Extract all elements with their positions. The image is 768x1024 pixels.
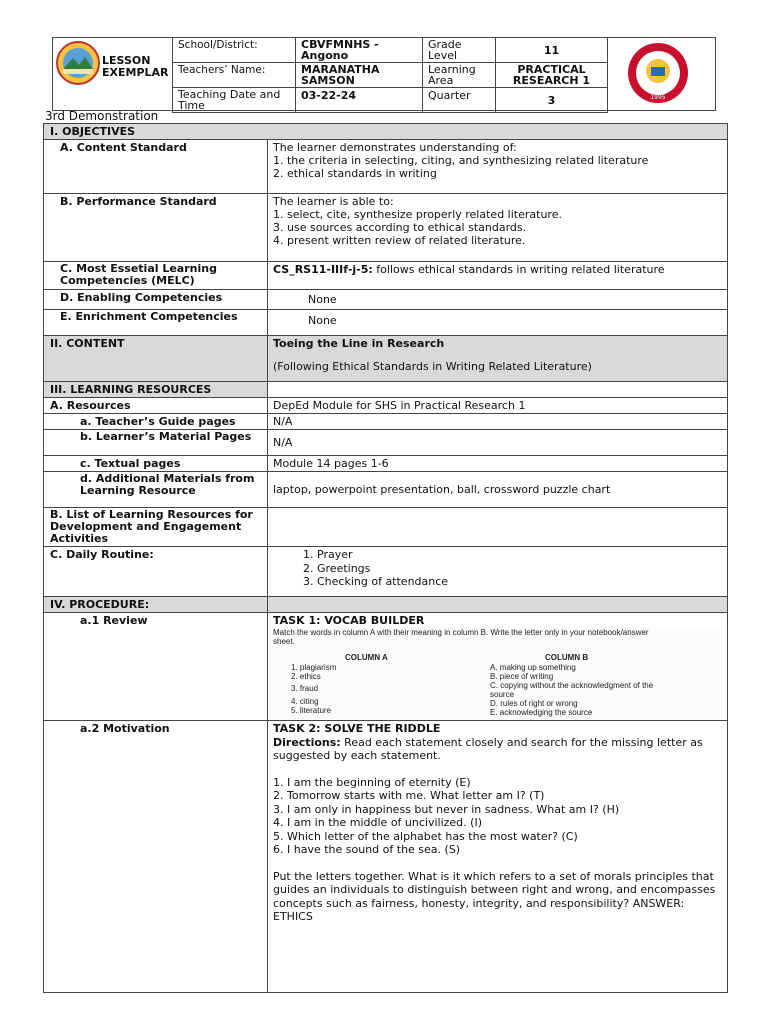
vocab-builder-image [273,627,722,719]
column-b-item: C. copying without the acknowledgment of the source [490,681,654,699]
column-b-heading: COLUMN B [545,653,589,662]
learner-material-row [44,430,728,456]
additional-label: d. Additional Materials from Learning Resource [44,472,268,508]
enrichment-value: None [268,310,728,336]
column-b-item: B. piece of writing [490,672,554,681]
grade-value: 11 [496,38,608,63]
quarter-value: 3 [496,88,608,113]
melc-row [44,262,728,290]
performance-standard-label: B. Performance Standard [44,194,268,262]
content-standard-intro: The learner demonstrates understanding of: [273,141,517,154]
performance-standard-item: 1. select, cite, synthesize properly related literature. [273,208,562,221]
resources-a-value: DepEd Module for SHS in Practical Research 1 [268,398,728,414]
performance-standard-row [44,194,728,262]
routine-item: 2. Greetings [317,562,722,576]
column-a-heading: COLUMN A [345,653,388,662]
learner-material-label: b. Learner’s Material Pages [44,430,268,456]
additional-row [44,472,728,508]
task2-directions [273,736,722,763]
school-label: School/District: [173,38,296,63]
content-subtitle: (Following Ethical Standards in Writing Related Literature) [273,360,592,373]
column-a-item: 4. citing [291,697,319,706]
content-row [44,336,728,382]
review-label: a.1 Review [44,613,268,721]
content-cell [268,336,728,382]
procedure-heading-row [44,597,728,613]
riddle-item: 6. I have the sound of the sea. (S) [273,843,461,856]
motivation-label: a.2 Motivation [44,721,268,993]
motivation-cell [268,721,728,993]
teacher-guide-row [44,414,728,430]
date-value: 03-22-24 [296,88,423,113]
enabling-row [44,290,728,310]
column-a-item: 3. fraud [291,684,319,693]
riddle-item: 5. Which letter of the alphabet has the most water? (C) [273,829,578,843]
column-a-item: 2. ethics [291,672,321,681]
routine-item: 3. Checking of attendance [317,575,722,589]
riddle-item: 3. I am only in happiness but never in sadness. What am I? (H) [273,802,620,816]
lesson-exemplar-title: LESSON EXEMPLAR [102,54,169,79]
column-b-item: D. rules of right or wrong [490,699,578,708]
riddle-list [273,776,722,857]
melc-cell [268,262,728,290]
column-b-item: A. making up something [490,663,576,672]
enrichment-label: E. Enrichment Competencies [44,310,268,336]
column-b-item: E. acknowledging the source [490,708,593,717]
seal-year: 1995 [650,94,666,101]
daily-routine-label: C. Daily Routine: [44,547,268,597]
directions-text: Read each statement closely and search for the missing letter as suggested by each statement. [273,735,703,762]
content-title: Toeing the Line in Research [273,337,445,350]
content-standard-item: 2. ethical standards in writing [273,167,437,180]
resources-heading-row [44,382,728,398]
teacher-value: MARANATHA SAMSON [296,63,423,88]
resources-a-label: A. Resources [44,398,268,414]
teacher-label: Teachers’ Name: [173,63,296,88]
grade-label: Grade Level [423,38,496,63]
objectives-row [44,124,728,140]
column-a-item: 5. literature [291,706,332,715]
melc-code: CS_RS11-IIIf-j-5: [273,263,373,276]
procedure-heading: IV. PROCEDURE: [44,597,268,613]
riddle-item: 2. Tomorrow starts with me. What letter am I? (T) [273,789,545,802]
melc-text: follows ethical standards in writing related literature [372,263,665,276]
resources-heading: III. LEARNING RESOURCES [44,382,268,398]
header-info-table [172,37,608,113]
performance-standard-item: 4. present written review of related literature. [273,234,526,247]
list-resources-row [44,508,728,547]
teacher-guide-label: a. Teacher’s Guide pages [44,414,268,430]
performance-standard-intro: The learner is able to: [273,195,394,208]
objectives-heading: I. OBJECTIVES [44,124,728,140]
content-standard-item: 1. the criteria in selecting, citing, and synthesizing related literature [273,154,649,167]
task1-instruction: Match the words in column A with their meaning in column B. Write the letter only in your notebook/answer sheet. [273,628,649,646]
riddle-item: 4. I am in the middle of uncivilized. (I) [273,816,482,829]
quarter-label: Quarter [423,88,496,113]
task2-title: TASK 2: SOLVE THE RIDDLE [273,722,441,735]
textual-label: c. Textual pages [44,456,268,472]
enrichment-row [44,310,728,336]
list-resources-label: B. List of Learning Resources for Development and Engagement Activities [44,508,268,547]
textual-row [44,456,728,472]
riddle-conclusion: Put the letters together. What is it which refers to a set of morals principles that guides an individuals to distinguish between right and wrong, and encompasses concepts such as fairness, honesty, integrity, and responsibility? ANSWER: ETHICS [273,869,716,923]
motivation-row [44,721,728,993]
date-label: Teaching Date and Time [173,88,296,113]
textual-value: Module 14 pages 1-6 [268,456,728,472]
riddle-item: 1. I am the beginning of eternity (E) [273,775,471,789]
review-row [44,613,728,721]
performance-standard-cell [268,194,728,262]
content-standard-label: A. Content Standard [44,140,268,194]
melc-label: C. Most Essetial Learning Competencies (MELC) [44,262,268,290]
learner-material-value: N/A [268,430,728,456]
task1-title: TASK 1: VOCAB BUILDER [273,614,425,627]
lesson-table [43,123,728,993]
performance-standard-item: 3. use sources according to ethical standards. [273,221,527,234]
content-heading: II. CONTENT [44,336,268,382]
content-standard-row [44,140,728,194]
area-value: PRACTICAL RESEARCH 1 [496,63,608,88]
content-standard-cell [268,140,728,194]
teacher-guide-value: N/A [268,414,728,430]
school-value: CBVFMNHS - Angono [296,38,423,63]
daily-routine-row [44,547,728,597]
directions-label: Directions: [273,735,341,749]
demonstration-label: 3rd Demonstration [45,109,159,123]
enabling-value: None [268,290,728,310]
enabling-label: D. Enabling Competencies [44,290,268,310]
resources-a-row [44,398,728,414]
additional-value: laptop, powerpoint presentation, ball, crossword puzzle chart [268,472,728,508]
school-seal-icon [626,41,690,105]
review-cell [268,613,728,721]
deped-logo-icon [55,40,101,86]
column-a-item: 1. plagiarism [291,663,337,672]
routine-item: 1. Prayer [317,548,722,562]
area-label: Learning Area [423,63,496,88]
daily-routine-cell [268,547,728,597]
